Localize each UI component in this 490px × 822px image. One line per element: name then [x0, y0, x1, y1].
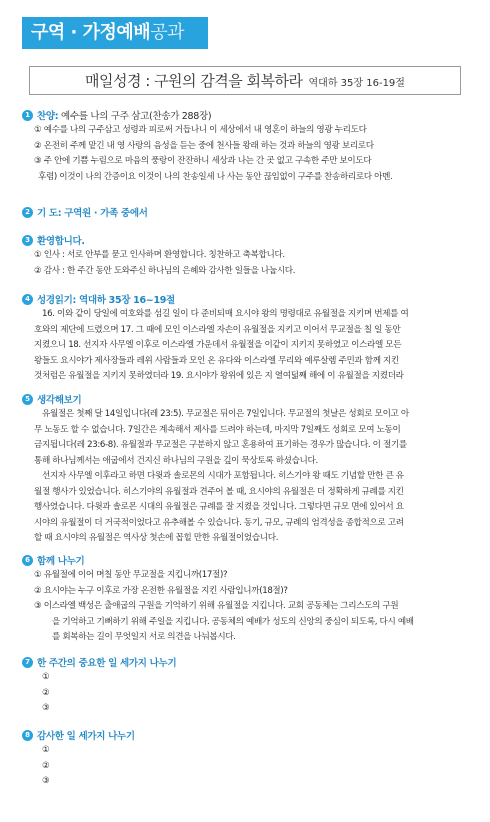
section-title: 환영합니다. [37, 236, 85, 247]
section-title: 감사한 일 세가지 나누기 [37, 731, 135, 742]
scripture-line: 호와의 제단에 드렸으며 17. 그 때에 모인 이스라엘 자손이 유월절을 지키고 이어서 무교절을 칠 일 동안 [34, 324, 401, 335]
hymn-verse-2: ② 온전히 주께 맡긴 내 영 사랑의 음성을 듣는 중에 천사들 왕래 하는 것과 하늘의 영광 보리로다 [34, 140, 374, 151]
lesson-scripture-ref: 역대하 35장 16-19절 [308, 78, 405, 89]
section-title: 함께 나누기 [37, 556, 85, 567]
scripture-line: 지켰으니 18. 선지자 사무엘 이후로 이스라엘 가운데서 유월절을 이같이 지키지 못하였고 이스라엘 모든 [34, 340, 402, 350]
section-number-badge: 6 [22, 555, 33, 566]
reflection-line: 월절 행사가 있었습니다. 히스기야의 유월절과 견주어 볼 때, 요시야의 유월절은 더 정확하게 규례를 지킨 [34, 486, 404, 497]
sharing-question-3-cont: 를 회복하는 길이 무엇일지 서로 의견을 나눠봅시다. [52, 632, 236, 642]
lesson-title: 매일성경 : 구원의 감격을 회복하라 [85, 72, 303, 90]
header-light-text: 공과 [150, 22, 184, 43]
section-weekly-events [22, 655, 470, 717]
blank-item-3: ③ [42, 776, 50, 786]
scripture-line: 16. 이와 같이 당일에 여호와를 섬길 일이 다 준비되매 요시야 왕의 명령대로 유월절을 지키며 번제를 여 [42, 309, 409, 319]
section-number-badge: 1 [22, 110, 33, 121]
hymn-refrain: 후렴) 이것이 나의 간증이요 이것이 나의 찬송일세 나 사는 동안 끊임없이 구주를 찬송하리로다 아멘. [38, 171, 393, 182]
sharing-question-3-cont: 을 기억하고 기뻐하기 위해 주일을 지킵니다. 공동체의 예배가 성도의 신앙의 중심이 되도록, 다시 예배 [52, 616, 414, 627]
section-title: 생각해보기 [37, 395, 82, 406]
sharing-question-3: ③ 이스라엘 백성은 출애굽의 구원을 기억하기 위해 유월절을 지킵니다. 교회 공동체는 그리스도의 구원 [34, 601, 399, 611]
blank-item-1: ① [42, 672, 50, 682]
sharing-question-1: ① 유월절에 이어 며칠 동안 무교절을 지킵니까(17절)? [34, 570, 228, 580]
section-gratitude [22, 728, 470, 790]
section-number-badge: 2 [22, 207, 33, 218]
reflection-line: 유월절은 첫째 달 14일입니다(레 23:5). 무교절은 뒤이은 7일입니다. 무교절의 첫날은 성회로 모이고 아 [42, 409, 409, 419]
section-number-badge: 4 [22, 294, 33, 305]
reflection-line: 행사였습니다. 다윗과 솔로몬 시대의 유월절은 규례를 잘 지켰을 것입니다. 그렇다면 규모 면에 있어서 요 [34, 502, 404, 512]
section-number-badge: 8 [22, 730, 33, 741]
section-welcome [22, 233, 470, 279]
reflection-line: 시야의 유월절이 더 거국적이었다고 유추해볼 수 있습니다. 동기, 규모, 규례의 엄격성을 종합적으로 고려 [34, 517, 404, 528]
section-number-badge: 3 [22, 235, 33, 246]
hymn-verse-3: ③ 주 안에 기쁨 누림으로 마음의 풍랑이 잔잔하니 세상과 나는 간 곳 없고 구속한 주만 보이도다 [34, 156, 372, 166]
blank-item-1: ① [42, 745, 50, 755]
section-hymn [22, 108, 470, 185]
lesson-title-box [29, 66, 461, 95]
section-reflection [22, 392, 470, 547]
reflection-line: 통해 하나님께서는 애굽에서 건지신 하나님의 구원을 깊이 묵상토록 하셨습니다. [34, 455, 318, 466]
welcome-greeting: ① 인사 : 서로 안부를 묻고 인사하며 환영합니다. 칭찬하고 축복합니다. [34, 250, 285, 260]
hymn-verse-1: ① 예수를 나의 구주삼고 성령과 피로써 거듭나니 이 세상에서 내 영혼이 하늘의 영광 누리도다 [34, 125, 367, 135]
section-title: 성경읽기: 역대하 35장 16~19절 [37, 295, 175, 306]
section-scripture-reading [22, 292, 470, 385]
worship-guide-header [22, 17, 208, 49]
section-title: 기 도: 구역원 · 가족 중에서 [37, 208, 148, 219]
section-prayer [22, 205, 470, 219]
blank-item-2: ② [42, 687, 50, 698]
section-title: 한 주간의 중요한 일 세가지 나누기 [37, 658, 177, 669]
section-sharing [22, 553, 470, 646]
blank-item-2: ② [42, 760, 50, 771]
section-title: 찬양: 예수를 나의 구주 삼고(찬송가 288장) [37, 111, 212, 122]
scripture-line: 것처럼은 유월절을 지키지 못하였더라 19. 요시야가 왕위에 있은 지 열여덟째 해에 이 유월절을 지켰더라 [34, 371, 404, 381]
reflection-line: 무 노동도 할 수 없습니다. 7일간은 계속해서 제사를 드려야 하는데, 마지막 7일째도 성회로 모여 노동이 [34, 424, 401, 435]
sharing-question-2: ② 요시야는 누구 이후로 가장 온전한 유월절을 지킨 사람입니까(18절)? [34, 585, 288, 596]
section-number-badge: 5 [22, 394, 33, 405]
welcome-thanks: ② 감사 : 한 주간 동안 도와주신 하나님의 은혜와 감사한 일들을 나눕시다. [34, 265, 296, 276]
reflection-line: 금지됩니다(레 23:6-8). 유월절과 무교절은 구분하지 않고 혼용하여 표기하는 경우가 많습니다. 이 절기를 [34, 440, 407, 450]
reflection-line: 할 때 요시야의 유월절은 역사상 첫손에 꼽힐 만한 유월절이었습니다. [34, 533, 279, 543]
blank-item-3: ③ [42, 703, 50, 713]
reflection-line: 선지자 사무엘 이후라고 하면 다윗과 솔로몬의 시대가 포함됩니다. 히스기야 왕 때도 기념할 만한 큰 유 [42, 471, 404, 481]
header-bold-text: 구역 · 가정예배 [31, 22, 151, 43]
section-number-badge: 7 [22, 657, 33, 668]
scripture-line: 왕들도 요시야가 제사장들과 레위 사람들과 모인 온 유다와 이스라엘 무리와 예루살렘 주민과 함께 지킨 [34, 355, 399, 366]
